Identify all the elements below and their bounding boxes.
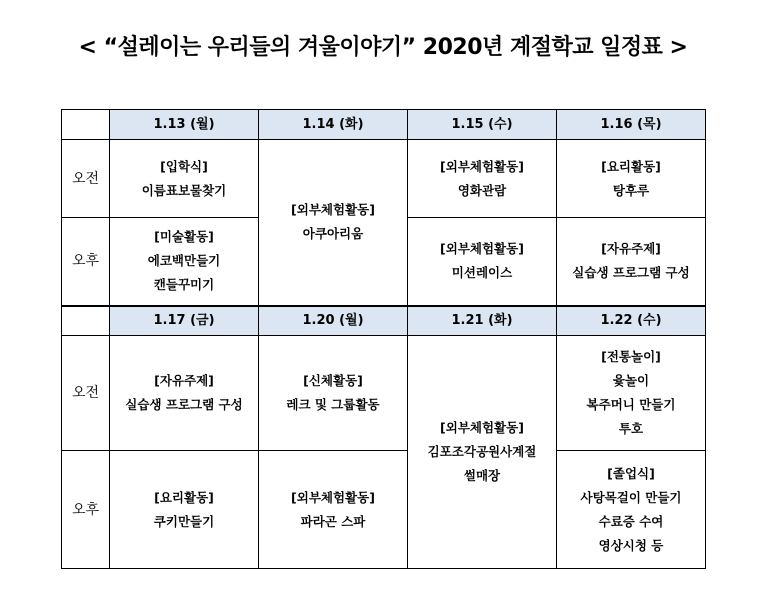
activity-detail: 쿠키만들기 — [153, 513, 215, 529]
activity-category: [외부체험활동] — [440, 241, 524, 257]
activity-detail: 이름표보물찾기 — [141, 182, 227, 198]
activity-detail: 복주머니 만들기 — [586, 397, 676, 412]
schedule-cell — [259, 336, 408, 451]
activity-category: [졸업식] — [607, 465, 655, 481]
corner-cell — [62, 306, 110, 336]
day-header: 1.16 (목) — [557, 110, 706, 140]
schedule-cell — [408, 218, 557, 306]
pm-label: 오후 — [62, 218, 110, 306]
week2-am-row — [62, 336, 706, 451]
day-header: 1.13 (월) — [110, 110, 259, 140]
week1-header-row — [62, 110, 706, 140]
schedule-cell — [557, 451, 706, 569]
activity-category: [자유주제] — [154, 373, 214, 388]
schedule-cell — [259, 140, 408, 306]
activity-detail: 에코백만들기 — [147, 253, 221, 269]
schedule-cell — [408, 336, 557, 569]
activity-category: [입학식] — [160, 158, 208, 174]
activity-detail: 실습생 프로그램 구성 — [572, 265, 690, 281]
activity-detail: 투호 — [618, 421, 644, 436]
am-label: 오전 — [62, 336, 110, 451]
week1-am-row — [62, 140, 706, 218]
activity-detail: 윷놀이 — [612, 373, 650, 388]
schedule-cell — [110, 218, 259, 306]
schedule-cell — [110, 336, 259, 451]
schedule-cell — [259, 451, 408, 569]
schedule-table — [61, 109, 706, 569]
activity-category: [요리활동] — [601, 158, 661, 174]
schedule-cell — [110, 140, 259, 218]
activity-category: [신체활동] — [303, 373, 363, 388]
am-label: 오전 — [62, 140, 110, 218]
activity-detail: 미션레이스 — [451, 265, 513, 281]
activity-detail: 수료증 수여 — [598, 513, 664, 529]
activity-category: [자유주제] — [601, 241, 661, 257]
activity-detail: 썰매장 — [463, 468, 501, 483]
pm-label: 오후 — [62, 451, 110, 569]
activity-category: [미술활동] — [154, 229, 214, 245]
day-header: 1.22 (수) — [557, 306, 706, 336]
activity-category: [외부체험활동] — [440, 420, 524, 435]
day-header: 1.15 (수) — [408, 110, 557, 140]
day-header: 1.21 (화) — [408, 306, 557, 336]
activity-detail: 캔들꾸미기 — [153, 277, 215, 293]
activity-detail: 영상시청 등 — [598, 537, 664, 553]
activity-detail: 사탕목걸이 만들기 — [580, 489, 682, 505]
schedule-cell — [557, 218, 706, 306]
activity-category: [외부체험활동] — [440, 158, 524, 174]
activity-detail: 실습생 프로그램 구성 — [125, 397, 243, 412]
schedule-cell — [110, 451, 259, 569]
activity-category: [외부체험활동] — [291, 202, 375, 218]
page-title: < “설레이는 우리들의 겨울이야기” 2020년 계절학교 일정표 > — [78, 35, 688, 60]
activity-detail: 아쿠아리움 — [302, 226, 364, 242]
day-header: 1.20 (월) — [259, 306, 408, 336]
day-header: 1.14 (화) — [259, 110, 408, 140]
activity-category: [요리활동] — [154, 489, 214, 505]
schedule-cell — [557, 336, 706, 451]
activity-detail: 영화관람 — [457, 182, 507, 198]
week2-header-row — [62, 306, 706, 336]
day-header: 1.17 (금) — [110, 306, 259, 336]
corner-cell — [62, 110, 110, 140]
activity-detail: 레크 및 그룹활동 — [286, 397, 380, 412]
activity-detail: 파라곤 스파 — [300, 513, 366, 529]
activity-detail: 탕후루 — [612, 182, 650, 198]
schedule-cell — [557, 140, 706, 218]
activity-category: [외부체험활동] — [291, 489, 375, 505]
activity-category: [전통놀이] — [601, 349, 661, 364]
schedule-cell — [408, 140, 557, 218]
week2-pm-row — [62, 451, 706, 569]
activity-detail: 김포조각공원사계절 — [427, 444, 537, 459]
